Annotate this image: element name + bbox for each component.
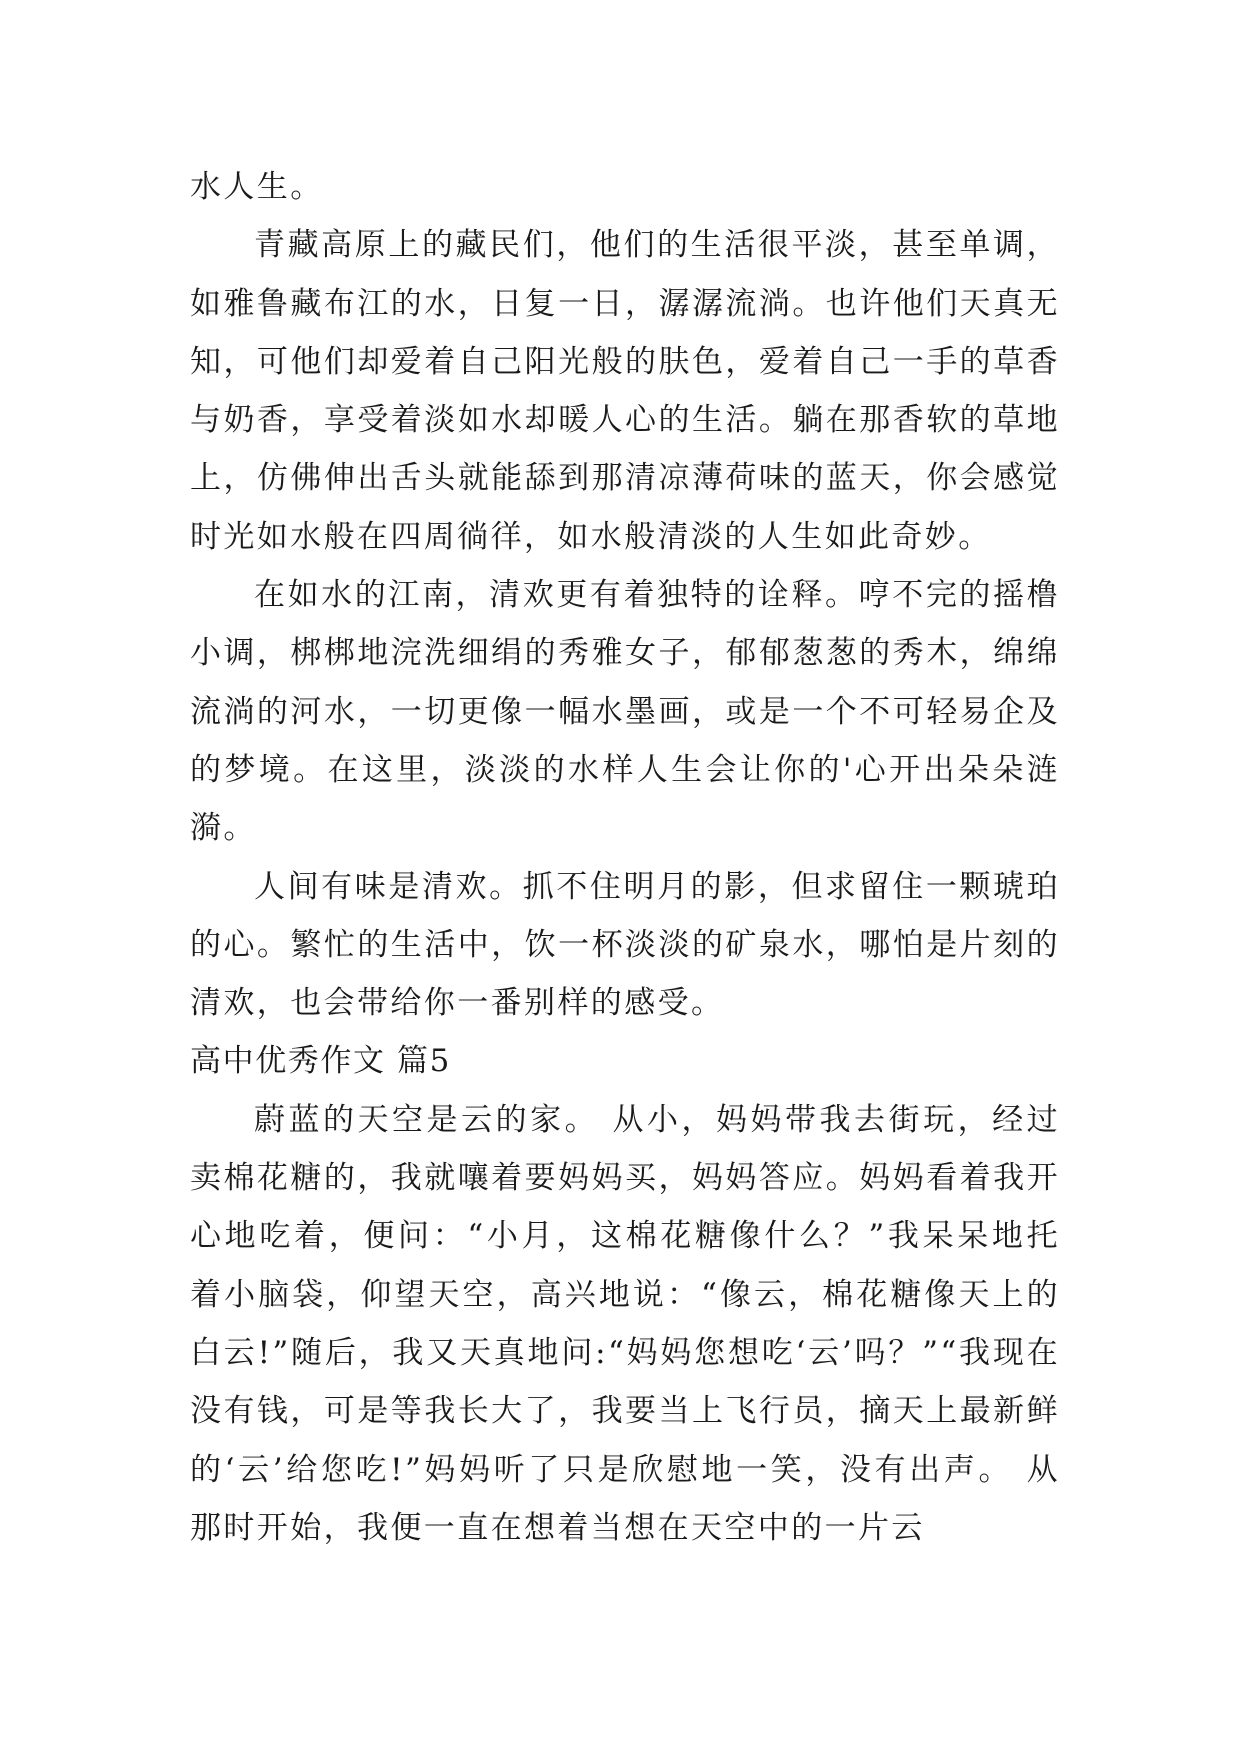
article-body [190,158,1060,1557]
section-heading: 高中优秀作文 篇5 [190,1043,451,1080]
paragraph-cloud: 蔚蓝的天空是云的家。 从小，妈妈带我去街玩，经过卖棉花糖的，我就嚷着要妈妈买，妈妈答应。妈妈看着我开心地吃着，便问：“小月，这棉花糖像什么？”我呆呆地托着小脑袋，仰望天空，高兴地说：“像云，棉花糖像天上的白云!”随后，我又天真地问:“妈妈您想吃‘云’吗？”“我现在没有钱，可是等我长大了，我要当上飞行员，摘天上最新鲜的‘云’给您吃!”妈妈听了只是欣慰地一笑，没有出声。 从那时开始，我便一直在想着当想在天空中的一片云 [190,1101,1060,1546]
paragraph-tibet: 青藏高原上的藏民们，他们的生活很平淡，甚至单调，如雅鲁藏布江的水，日复一日，潺潺流淌。也许他们天真无知，可他们却爱着自己阳光般的肤色，爱着自己一手的草香与奶香，享受着淡如水却暖人心的生活。躺在那香软的草地上，仿佛伸出舌头就能舔到那清凉薄荷味的蓝天，你会感觉时光如水般在四周徜徉，如水般清淡的人生如此奇妙。 [190,227,1060,555]
paragraph-jiangnan: 在如水的江南，清欢更有着独特的诠释。哼不完的摇橹小调，梆梆地浣洗细绢的秀雅女子，郁郁葱葱的秀木，绵绵流淌的河水，一切更像一幅水墨画，或是一个不可轻易企及的梦境。在这里，淡淡的水样人生会让你的'心开出朵朵涟漪。 [190,577,1060,847]
paragraph-qinghuan: 人间有味是清欢。抓不住明月的影，但求留住一颗琥珀的心。繁忙的生活中，饮一杯淡淡的矿泉水，哪怕是片刻的清欢，也会带给你一番别样的感受。 [190,868,1060,1022]
paragraph-continuation: 水人生。 [190,169,324,205]
